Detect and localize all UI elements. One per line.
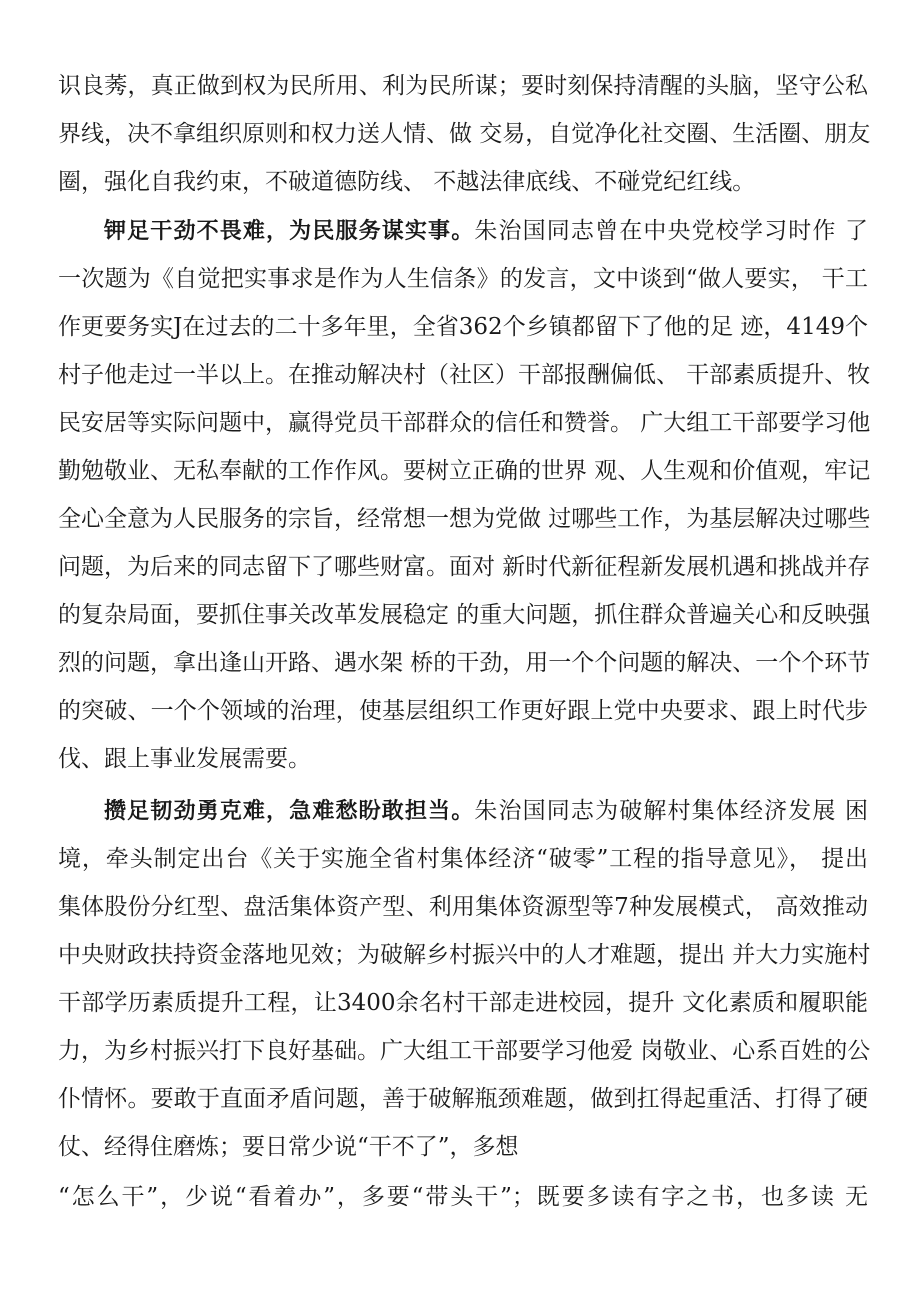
text-line: 中央财政扶持资金落地见效；为破解乡村振兴中的人才难题，提出 并大力实施村 bbox=[58, 942, 871, 968]
text-line: 全心全意为人民服务的宗旨，经常想一想为党做 过哪些工作，为基层解决过哪些 bbox=[58, 506, 871, 532]
bold-lead: 攒足韧劲勇克难，急难愁盼敢担当。 bbox=[104, 799, 475, 824]
text-line: 烈的问题，拿出逢山开路、遇水架 桥的干劲，用一个个问题的解决、一个个环节 bbox=[58, 650, 871, 676]
paragraph-heading-line bbox=[104, 788, 868, 834]
paragraph-text: 朱治国同志曾在中央党校学习时作 了 bbox=[474, 218, 868, 244]
text-line: 的复杂局面，要抓住事关改革发展稳定 的重大问题，抓住群众普遍关心和反映强 bbox=[58, 602, 871, 628]
text-line: 圈，强化自我约束，不破道德防线、 不越法律底线、不碰党纪红线。 bbox=[58, 169, 756, 195]
text-line: 勤勉敬业、无私奉献的工作作风。要树立正确的世界 观、人生观和价值观，牢记 bbox=[58, 458, 871, 484]
text-line: 仗、经得住磨炼；要日常少说“干不了”，多想 bbox=[58, 1134, 519, 1160]
text-line: 民安居等实际问题中，赢得党员干部群众的信任和赞誉。 广大组工干部要学习他 bbox=[58, 410, 871, 436]
text-line: “怎么干”，少说“看着办”，多要“带头干”；既要多读有字之书，也多读 无 bbox=[58, 1184, 868, 1210]
bold-lead: 钾足干劲不畏难，为民服务谋实事。 bbox=[104, 219, 475, 244]
text-line: 仆情怀。要敢于直面矛盾问题，善于破解瓶颈难题，做到扛得起重活、打得了硬 bbox=[58, 1086, 868, 1112]
text-line: 集体股份分红型、盘活集体资产型、利用集体资源型等7种发展模式， 高效推动 bbox=[58, 894, 868, 920]
text-line: 干部学历素质提升工程，让3400余名村干部走进校园，提升 文化素质和履职能 bbox=[58, 990, 868, 1016]
text-line: 境，牵头制定出台《关于实施全省村集体经济“破零”工程的指导意见》， 提出 bbox=[58, 846, 868, 872]
text-line: 界线，决不拿组织原则和权力送人情、做 交易，自觉净化社交圈、生活圈、朋友 bbox=[58, 121, 871, 147]
text-line: 力，为乡村振兴打下良好基础。广大组工干部要学习他爱 岗敬业、心系百姓的公 bbox=[58, 1038, 871, 1064]
paragraph-text: 朱治国同志为破解村集体经济发展 困 bbox=[474, 798, 868, 824]
text-line: 问题，为后来的同志留下了哪些财富。面对 新时代新征程新发展机遇和挑战并存 bbox=[58, 554, 871, 580]
text-line: 的突破、一个个领域的治理，使基层组织工作更好跟上党中央要求、跟上时代步 bbox=[58, 698, 868, 724]
text-line: 作更要务实J在过去的二十多年里，全省362个乡镇都留下了他的足 迹，4149个 bbox=[58, 314, 868, 340]
text-line: 识良莠，真正做到权为民所用、利为民所谋；要时刻保持清醒的头脑，坚守公私 bbox=[58, 73, 868, 99]
text-line: 村子他走过一半以上。在推动解决村（社区）干部报酬偏低、 干部素质提升、牧 bbox=[58, 362, 871, 388]
text-line: 伐、跟上事业发展需要。 bbox=[58, 746, 311, 772]
paragraph-heading-line bbox=[104, 208, 868, 254]
text-line: 一次题为《自觉把实事求是作为人生信条》的发言，文中谈到“做人要实， 干工 bbox=[58, 266, 868, 292]
